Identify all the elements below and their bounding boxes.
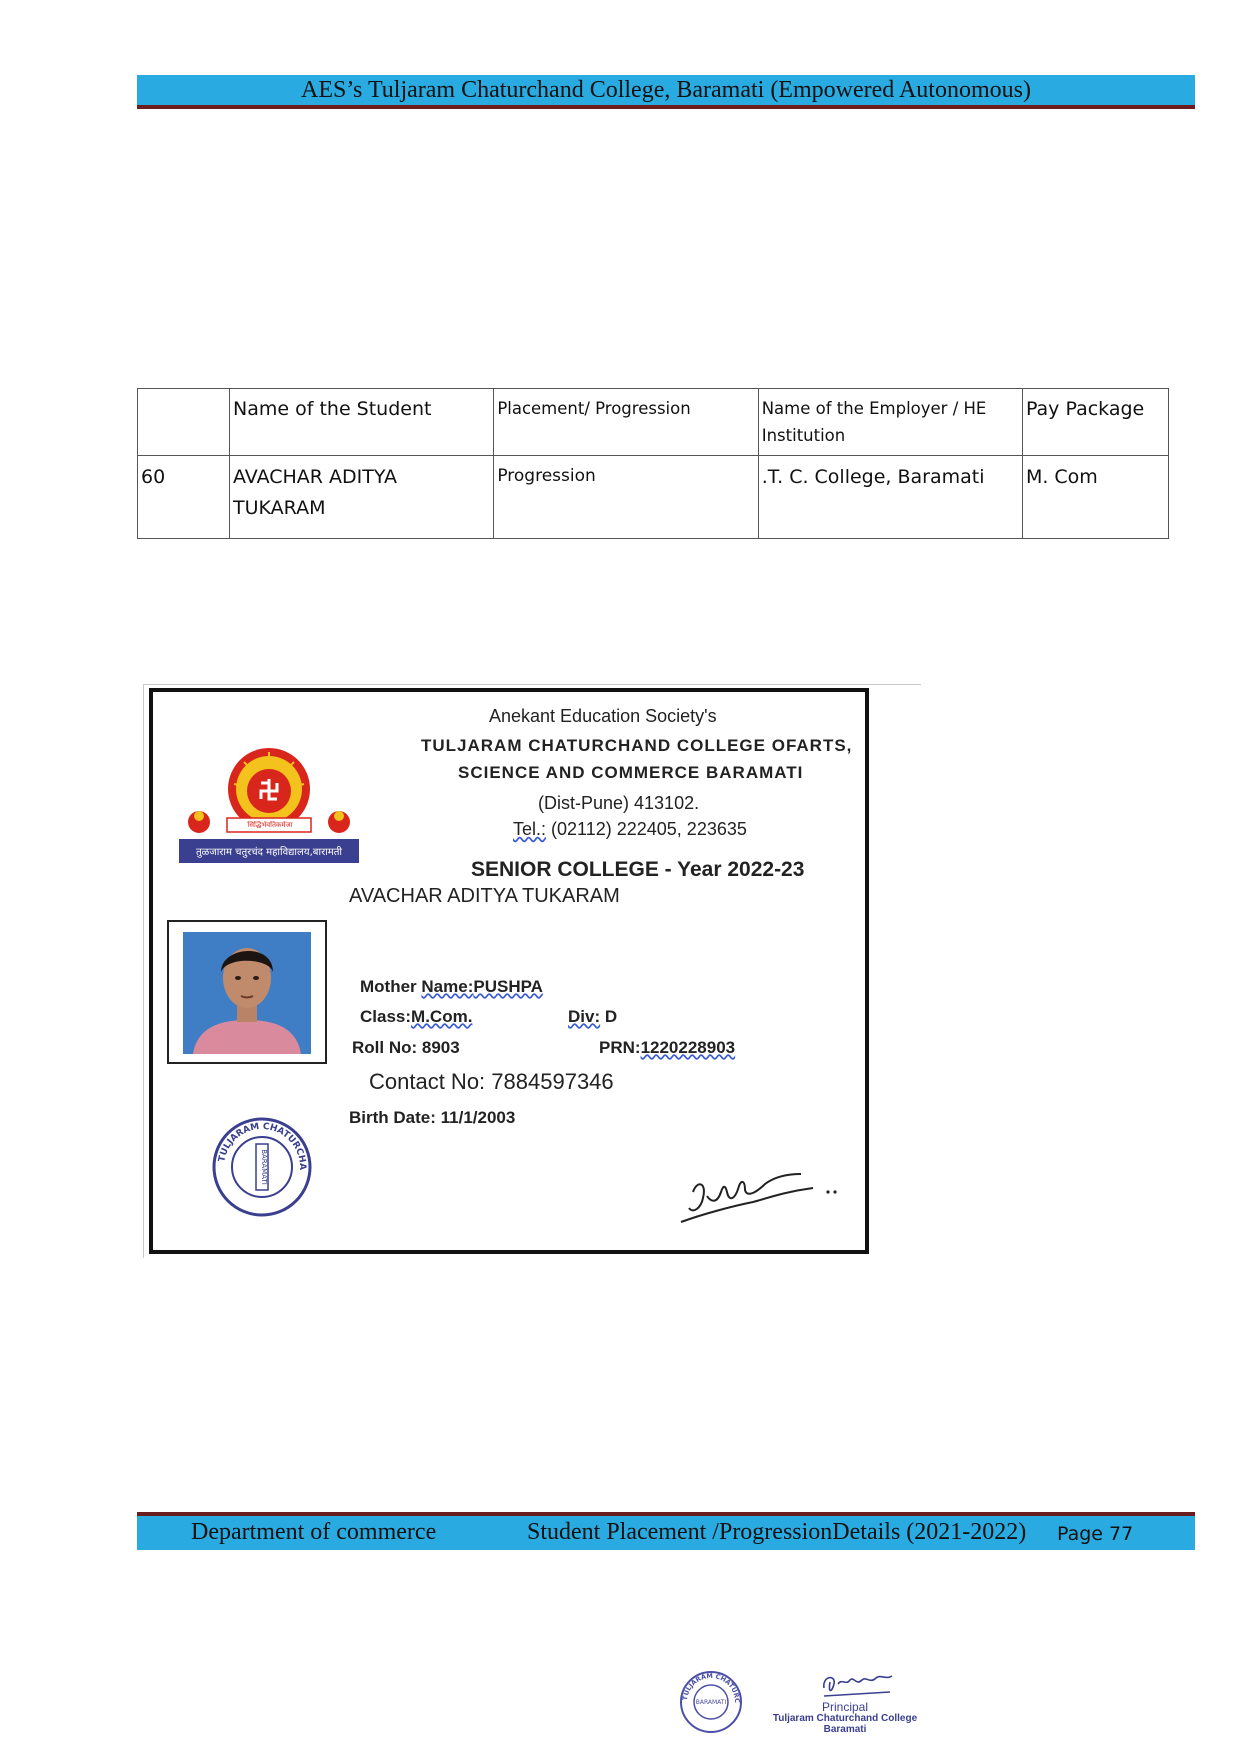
birth-label: Birth Date:: [349, 1108, 436, 1127]
mother-label: Mother: [360, 977, 417, 996]
phone-label: Tel.:: [513, 819, 547, 839]
principal-signature-bottom: [818, 1670, 898, 1700]
seal-center-text: BARAMATI: [260, 1149, 268, 1185]
table-row: [138, 456, 1169, 539]
card-scan-edge-top: [143, 684, 921, 685]
seal-ring-text: TULJARAM CHATURCHA: [217, 1121, 308, 1171]
header-title: AES’s Tuljaram Chaturchand College, Baramati (Empowered Autonomous): [301, 77, 1031, 103]
principal-city: Baramati: [823, 1724, 867, 1735]
card-session: SENIOR COLLEGE - Year 2022-23: [471, 858, 805, 881]
bottom-college-seal: [678, 1669, 744, 1735]
col-header-sr: [138, 389, 230, 456]
logo-motto: सिद्धिर्भवतिकर्मजा: [247, 821, 293, 829]
card-frame: [149, 688, 869, 1254]
cell-pay: M. Com: [1022, 456, 1168, 539]
card-scan-edge-left: [143, 684, 144, 1258]
card-birth-date: [349, 1108, 515, 1128]
bottom-seal-ring-text: TULJARAM CHATURC: [681, 1671, 742, 1704]
footer-title: Student Placement /ProgressionDetails (2021-2022): [527, 1519, 1027, 1545]
card-division: [568, 1007, 617, 1027]
principal-signature: [673, 1162, 843, 1232]
logo-banner: तुळजाराम चतुरचंद महाविद्यालय,बारामती: [195, 847, 343, 858]
cell-student-name: AVACHAR ADITYA TUKARAM: [230, 456, 494, 539]
birth-value: 11/1/2003: [440, 1108, 516, 1127]
roll-label: Roll No:: [352, 1038, 418, 1057]
card-society: Anekant Education Society's: [489, 706, 717, 726]
student-photo: [183, 932, 311, 1054]
col-header-employer: Name of the Employer / HE Institution: [758, 389, 1022, 456]
mother-value: PUSHPA: [473, 977, 543, 996]
student-photo-frame: [167, 920, 327, 1064]
col-header-student: Name of the Student: [230, 389, 494, 456]
contact-value: 7884597346: [491, 1069, 614, 1094]
cell-employer: .T. C. College, Baramati: [758, 456, 1022, 539]
student-id-card: [143, 684, 921, 1258]
college-seal: [207, 1112, 317, 1222]
footer-department: Department of commerce: [191, 1519, 437, 1545]
mother-key: Name:: [421, 977, 474, 996]
cell-sr: 60: [138, 456, 230, 539]
card-mother-name: [360, 977, 543, 997]
contact-label: Contact No:: [369, 1069, 486, 1094]
card-prn: [599, 1038, 735, 1058]
class-key: Class:: [360, 1007, 412, 1026]
card-roll-no: [352, 1038, 460, 1058]
card-class: [360, 1007, 472, 1027]
card-phone: [513, 819, 747, 840]
card-address: (Dist-Pune) 413102.: [538, 793, 700, 813]
cell-placement: Progression: [494, 456, 758, 539]
page-footer: [137, 1512, 1195, 1550]
card-student-name: AVACHAR ADITYA TUKARAM: [349, 885, 620, 907]
col-header-placement: Placement/ Progression: [494, 389, 758, 456]
page-header: [137, 75, 1195, 109]
card-college-line2: SCIENCE AND COMMERCE BARAMATI: [458, 763, 804, 782]
col-header-pay: Pay Package: [1022, 389, 1168, 456]
card-college-line1: TULJARAM CHATURCHAND COLLEGE OFARTS,: [421, 736, 853, 755]
class-value: M.Com.: [411, 1007, 473, 1026]
college-logo: [179, 744, 359, 864]
prn-value: 1220228903: [640, 1038, 736, 1057]
principal-college: Tuljaram Chaturchand College: [772, 1713, 918, 1724]
table-header-row: [138, 389, 1169, 456]
principal-title: Principal: [821, 1700, 869, 1714]
bottom-seal-center-text: BARAMATI: [695, 1699, 727, 1706]
div-value: D: [600, 1007, 618, 1026]
prn-key: PRN:: [599, 1038, 641, 1057]
card-contact: [369, 1069, 614, 1095]
roll-value: 8903: [421, 1038, 460, 1057]
phone-value: (02112) 222405, 223635: [551, 819, 747, 839]
footer-page-number: Page 77: [1057, 1523, 1134, 1545]
div-key: Div:: [568, 1007, 601, 1026]
progression-table: [137, 388, 1169, 539]
